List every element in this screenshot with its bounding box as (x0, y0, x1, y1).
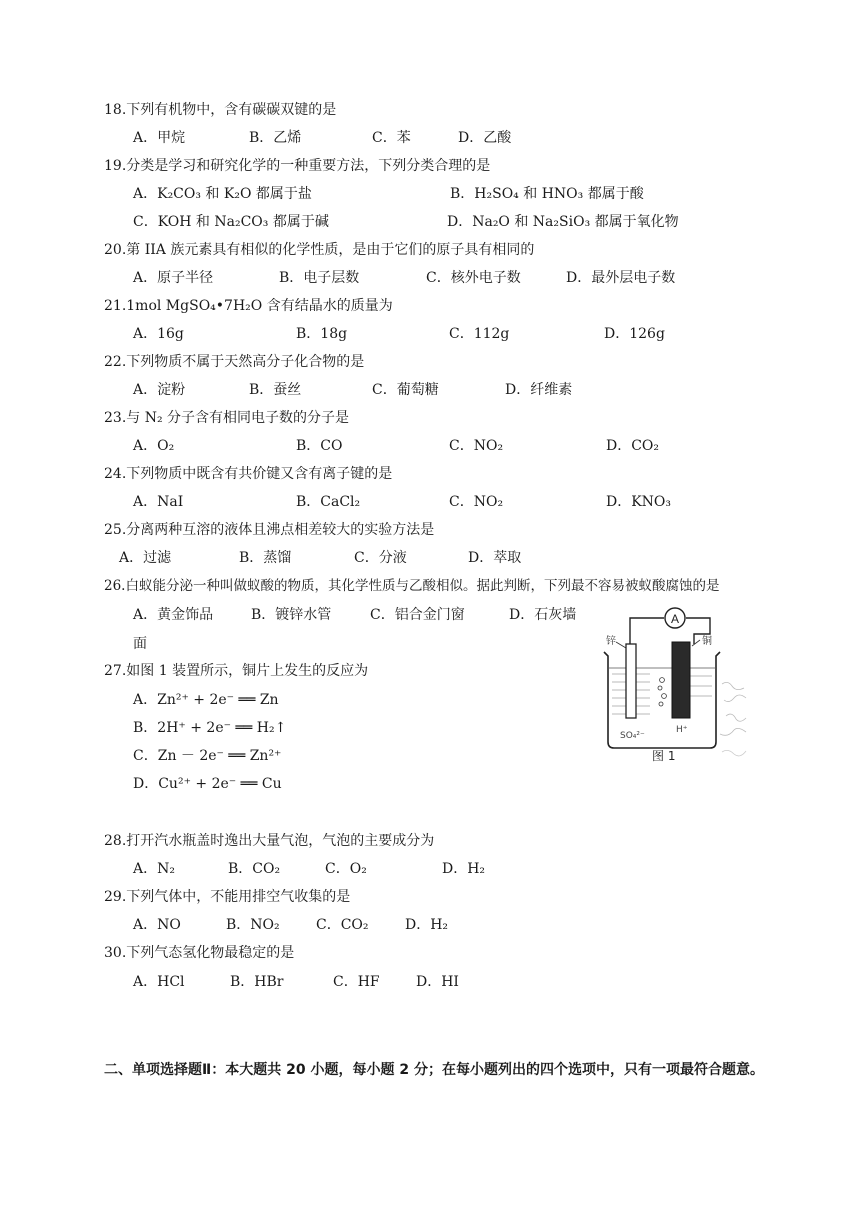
question-number: 25. (104, 522, 127, 538)
question-number: 21. (104, 298, 127, 314)
q26-option-a: A．黄金饰品 (133, 607, 214, 623)
question-number: 24. (104, 466, 127, 482)
question-20-stem (104, 240, 534, 260)
q23-option-c: C．NO₂ (449, 438, 504, 454)
q23-option-a: A．O₂ (133, 438, 175, 454)
q21-option-b: B．18g (296, 326, 348, 342)
q18-option-b: B．乙烯 (249, 130, 302, 146)
question-number: 23. (104, 410, 127, 426)
q24-option-b: B．CaCl₂ (296, 494, 361, 510)
question-text: 分离两种互溶的液体且沸点相差较大的实验方法是 (126, 522, 435, 538)
zinc-label: 锌 (606, 636, 616, 647)
question-text: 白蚁能分泌一种叫做蚁酸的物质，其化学性质与乙酸相似。据此判断，下列最不容易被蚁酸腐蚀的是 (125, 578, 720, 594)
galvanic-cell-diagram (590, 604, 750, 768)
q29-option-c: C．CO₂ (316, 917, 369, 933)
question-text: 下列气体中，不能用排空气收集的是 (126, 889, 351, 905)
q21-option-d: D．126g (604, 326, 665, 342)
question-number: 30. (104, 945, 127, 961)
q22-option-a: A．淀粉 (133, 382, 186, 398)
q30-option-c: C．HF (333, 974, 380, 990)
q25-option-c: C．分液 (354, 550, 407, 566)
question-24-stem (104, 464, 392, 484)
question-number: 19. (104, 158, 127, 174)
question-30-stem (104, 943, 294, 963)
question-number: 20. (104, 242, 127, 258)
q23-option-b: B．CO (296, 438, 343, 454)
figure-1-galvanic-cell (590, 604, 750, 768)
q20-option-b: B．电子层数 (279, 270, 360, 286)
copper-label: 铜 (702, 636, 712, 647)
question-29-stem (104, 887, 350, 907)
question-21-stem (104, 296, 393, 316)
question-text: 第 IIA 族元素具有相似的化学性质，是由于它们的原子具有相同的 (126, 242, 535, 258)
q27-option-c: C．Zn － 2e⁻ ══ Zn²⁺ (133, 748, 282, 764)
question-27-stem (104, 661, 368, 681)
q27-option-b: B．2H⁺ + 2e⁻ ══ H₂↑ (133, 720, 287, 736)
q18-option-d: D．乙酸 (458, 130, 512, 146)
q20-option-a: A．原子半径 (133, 270, 214, 286)
q28-option-a: A．N₂ (133, 861, 175, 877)
q18-option-c: C．苯 (372, 130, 411, 146)
q26-option-b: B．镀锌水管 (251, 607, 332, 623)
q20-option-c: C．核外电子数 (426, 270, 521, 286)
q27-option-d: D．Cu²⁺ + 2e⁻ ══ Cu (133, 776, 282, 792)
q28-option-b: B．CO₂ (228, 861, 281, 877)
q28-option-d: D．H₂ (442, 861, 486, 877)
figure-caption: 图 1 (652, 749, 676, 763)
q26-option-d: D．石灰墙 (509, 607, 577, 623)
q28-option-c: C．O₂ (325, 861, 367, 877)
question-text: 下列有机物中，含有碳碳双键的是 (126, 102, 337, 118)
question-25-stem (104, 520, 434, 540)
q21-option-c: C．112g (449, 326, 510, 342)
question-number: 22. (104, 354, 127, 370)
q29-option-a: A．NO (133, 917, 181, 933)
q26-option-d-continuation: 面 (133, 636, 147, 652)
question-text: 如图 1 装置所示，铜片上发生的反应为 (126, 663, 369, 679)
question-18-stem (104, 100, 336, 120)
question-number: 28. (104, 833, 127, 849)
question-text: 分类是学习和研究化学的一种重要方法，下列分类合理的是 (126, 158, 491, 174)
section-2-heading: 二、单项选择题Ⅱ：本大题共 20 小题，每小题 2 分；在每小题列出的四个选项中，只有一项最符合题意。 (104, 1062, 764, 1078)
question-text: 下列气态氢化物最稳定的是 (126, 945, 295, 961)
q24-option-d: D．KNO₃ (606, 494, 672, 510)
q20-option-d: D．最外层电子数 (566, 270, 676, 286)
q30-option-d: D．HI (416, 974, 459, 990)
q24-option-c: C．NO₂ (449, 494, 504, 510)
q25-option-a: A．过滤 (119, 550, 172, 566)
copper-plate (672, 642, 690, 718)
question-text: 下列物质中既含有共价键又含有离子键的是 (126, 466, 393, 482)
q30-option-a: A．HCl (133, 974, 185, 990)
question-number: 26. (104, 578, 126, 594)
q26-option-c: C．铝合金门窗 (370, 607, 465, 623)
question-number: 29. (104, 889, 127, 905)
question-23-stem (104, 408, 349, 428)
hydrogen-ion-label: H⁺ (676, 725, 688, 735)
q29-option-d: D．H₂ (405, 917, 449, 933)
question-number: 18. (104, 102, 127, 118)
q19-option-b: B．H₂SO₄ 和 HNO₃ 都属于酸 (450, 186, 644, 202)
q21-option-a: A．16g (133, 326, 184, 342)
q19-option-a: A．K₂CO₃ 和 K₂O 都属于盐 (133, 186, 312, 202)
question-text: 打开汽水瓶盖时逸出大量气泡，气泡的主要成分为 (126, 833, 435, 849)
question-text: 与 N₂ 分子含有相同电子数的分子是 (126, 410, 350, 426)
question-19-stem (104, 156, 490, 176)
sulfate-ion-label: SO₄²⁻ (620, 731, 645, 741)
q23-option-d: D．CO₂ (606, 438, 660, 454)
question-text: 下列物质不属于天然高分子化合物的是 (126, 354, 365, 370)
q22-option-b: B．蚕丝 (249, 382, 302, 398)
question-number: 27. (104, 663, 127, 679)
q22-option-c: C．葡萄糖 (372, 382, 439, 398)
q27-option-a: A．Zn²⁺ + 2e⁻ ══ Zn (133, 692, 279, 708)
q19-option-d: D．Na₂O 和 Na₂SiO₃ 都属于氧化物 (447, 214, 679, 230)
ammeter-label: A (670, 612, 680, 626)
q25-option-b: B．蒸馏 (239, 550, 292, 566)
q24-option-a: A．NaI (133, 494, 184, 510)
question-28-stem (104, 831, 434, 851)
q19-option-c: C．KOH 和 Na₂CO₃ 都属于碱 (133, 214, 329, 230)
q25-option-d: D．萃取 (468, 550, 522, 566)
question-22-stem (104, 352, 364, 372)
question-text: 1mol MgSO₄•7H₂O 含有结晶水的质量为 (126, 298, 393, 314)
q18-option-a: A．甲烷 (133, 130, 186, 146)
q30-option-b: B．HBr (230, 974, 284, 990)
question-26-stem (104, 576, 719, 596)
zinc-plate (626, 644, 636, 718)
q22-option-d: D．纤维素 (505, 382, 573, 398)
q29-option-b: B．NO₂ (226, 917, 280, 933)
